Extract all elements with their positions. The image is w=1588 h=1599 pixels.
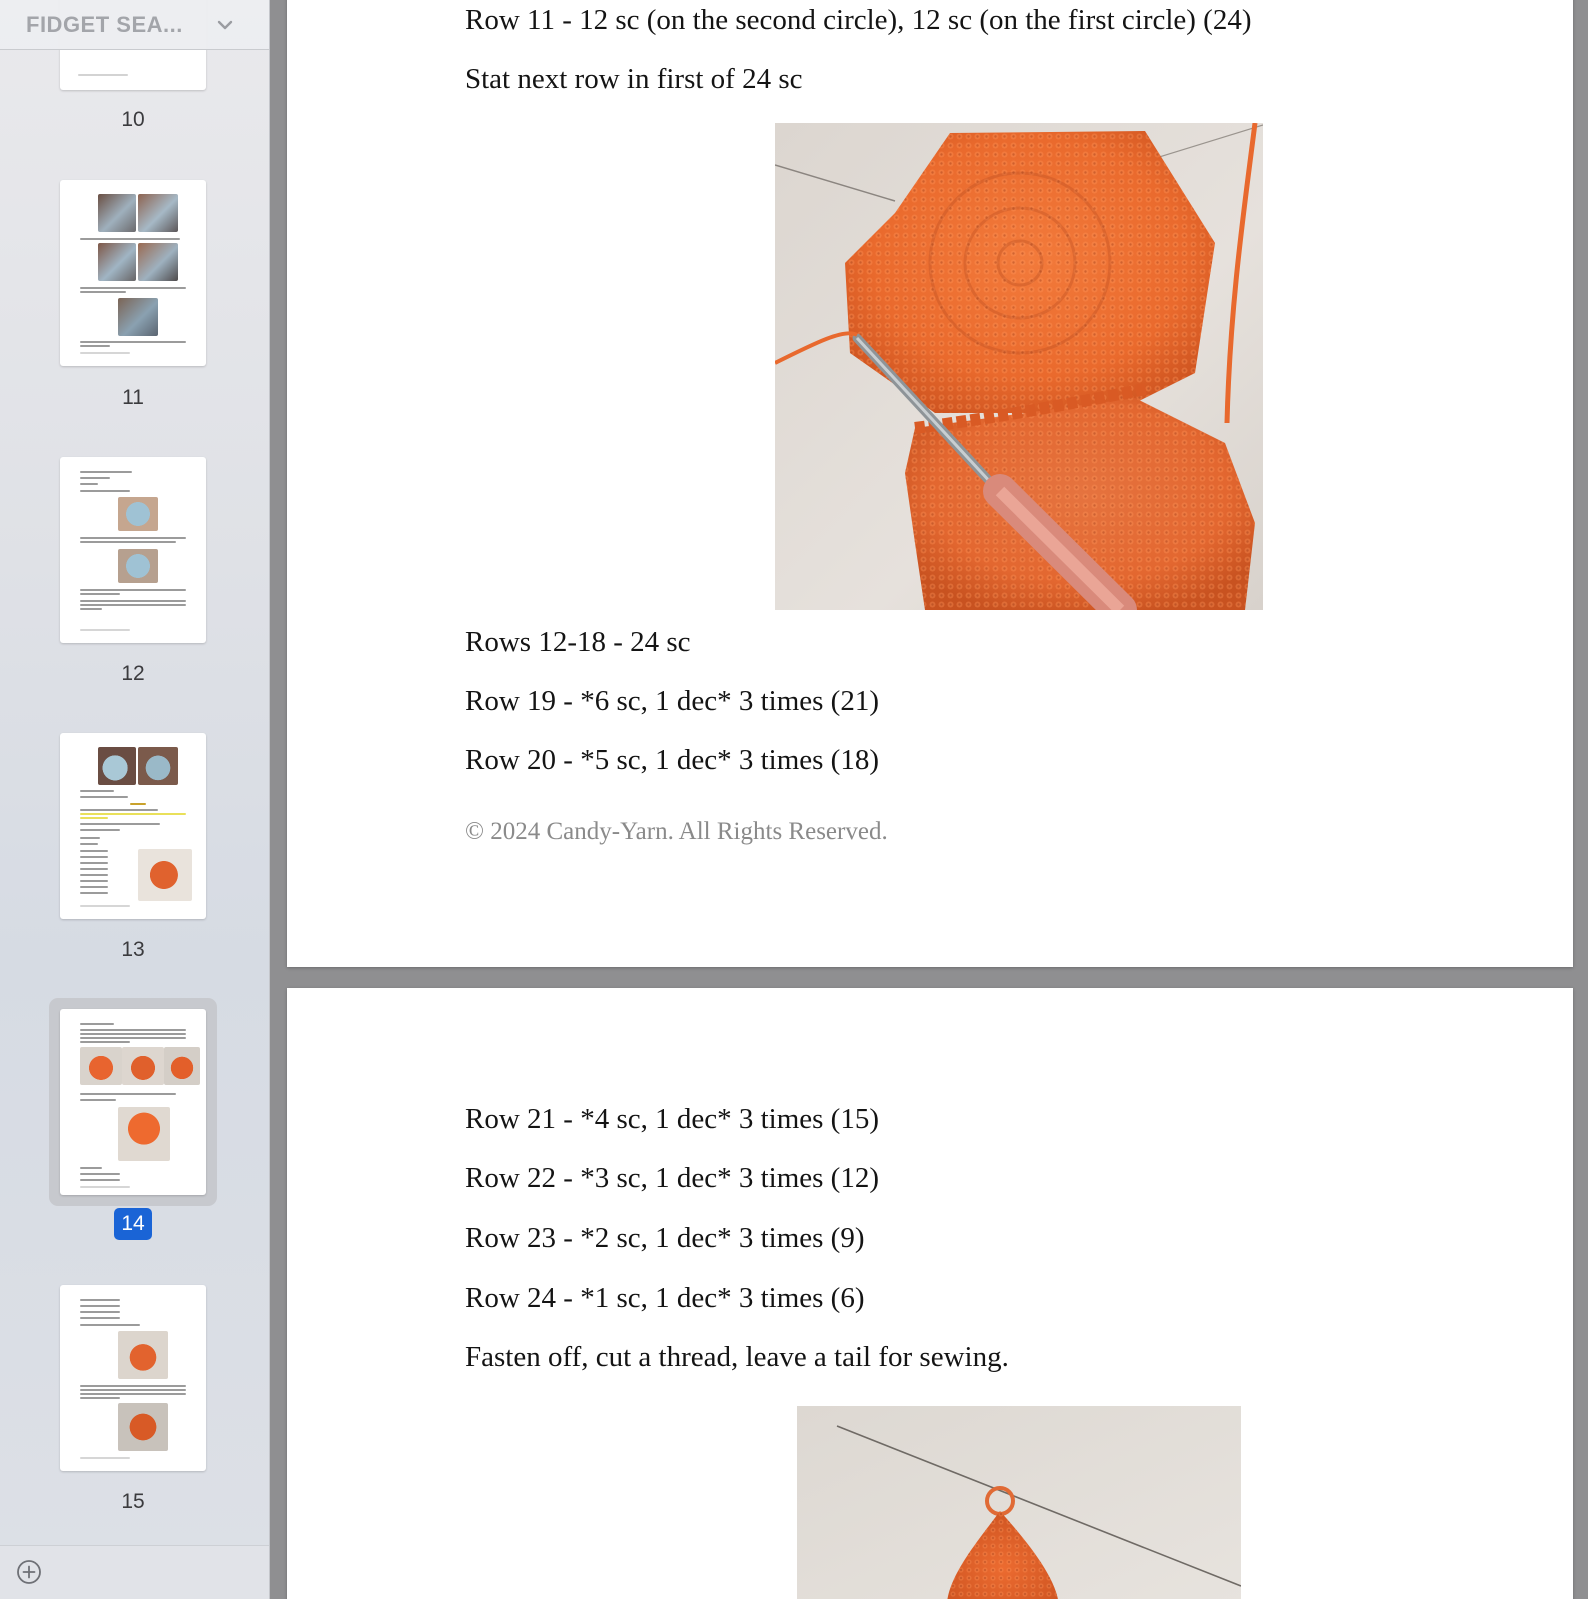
- instruction-row-24: Row 24 - *1 sc, 1 dec* 3 times (6): [465, 1282, 865, 1314]
- chevron-down-icon[interactable]: [214, 14, 236, 36]
- instruction-rows-12-18: Rows 12-18 - 24 sc: [465, 626, 691, 658]
- instruction-row-19: Row 19 - *6 sc, 1 dec* 3 times (21): [465, 685, 879, 717]
- sidebar-header: [0, 0, 270, 50]
- thumbnail-page-11[interactable]: [60, 180, 206, 366]
- thumbnail-page-15[interactable]: [60, 1285, 206, 1471]
- instruction-stat-next: Stat next row in first of 24 sc: [465, 63, 803, 95]
- thumbnail-sidebar: [0, 0, 270, 1599]
- instruction-row-22: Row 22 - *3 sc, 1 dec* 3 times (12): [465, 1162, 879, 1194]
- thumbnail-page-number: 10: [121, 108, 145, 131]
- thumbnail-page-13[interactable]: [60, 733, 206, 919]
- thumbnail-page-number-selected: 14: [114, 1208, 152, 1240]
- thumbnail-page-number: 15: [121, 1490, 145, 1513]
- sidebar-footer: [0, 1545, 270, 1599]
- thumbnail-page-number: 12: [121, 662, 145, 685]
- thumbnail-page-12[interactable]: [60, 457, 206, 643]
- instruction-row-11: Row 11 - 12 sc (on the second circle), 12 sc (on the first circle) (24): [465, 4, 1252, 36]
- thumbnail-page-14[interactable]: [60, 1009, 206, 1195]
- thumbnail-page-number: 13: [121, 938, 145, 961]
- document-page-15[interactable]: [287, 988, 1573, 1599]
- instruction-fasten-off: Fasten off, cut a thread, leave a tail for sewing.: [465, 1341, 1009, 1373]
- instruction-row-21: Row 21 - *4 sc, 1 dec* 3 times (15): [465, 1103, 879, 1135]
- thumbnail-list[interactable]: [0, 0, 270, 1599]
- thumbnail-page-number: 11: [122, 386, 144, 409]
- instruction-row-20: Row 20 - *5 sc, 1 dec* 3 times (18): [465, 744, 879, 776]
- document-title[interactable]: FIDGET SEA...: [26, 12, 183, 37]
- copyright-notice: © 2024 Candy-Yarn. All Rights Reserved.: [465, 818, 888, 845]
- crochet-photo-joined-circles: [775, 123, 1263, 610]
- instruction-row-23: Row 23 - *2 sc, 1 dec* 3 times (9): [465, 1222, 865, 1254]
- plus-circle-icon[interactable]: [16, 1559, 42, 1585]
- crochet-photo-teardrop: [797, 1406, 1241, 1599]
- document-page-14[interactable]: [287, 0, 1573, 967]
